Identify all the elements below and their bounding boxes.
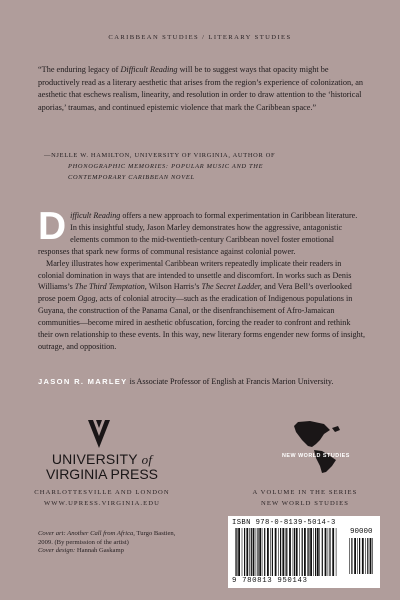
barcode-bar <box>308 528 309 576</box>
barcode-bar <box>293 528 294 576</box>
price-code: 90000 <box>350 528 373 536</box>
barcode-bar <box>285 528 286 576</box>
barcode-bar <box>249 528 250 576</box>
barcode-bar <box>370 538 372 574</box>
barcode-digits: 9 780813 950143 <box>232 577 308 585</box>
barcode-bar <box>275 528 277 576</box>
barcode-bar <box>336 528 337 576</box>
barcode-bar <box>286 528 287 576</box>
barcode-bar <box>328 528 329 576</box>
barcode-bar <box>236 528 237 576</box>
publisher-university: UNIVERSITY <box>51 451 138 467</box>
cover-design-credit: Hannah Gaskamp <box>75 547 124 555</box>
author-name: JASON R. MARLEY <box>38 377 128 386</box>
addon-barcode <box>348 538 374 574</box>
uva-v-icon <box>82 417 116 451</box>
barcode-bar <box>272 528 273 576</box>
barcode-bar <box>256 528 257 576</box>
quote-open: “The enduring legacy of <box>38 65 121 74</box>
author-bio <box>38 376 370 387</box>
cover-credits <box>38 530 188 556</box>
cover-art-label: Cover art: <box>38 530 66 537</box>
barcode-bar <box>365 538 366 574</box>
barcode-bar <box>351 538 352 574</box>
barcode-bar <box>372 538 373 574</box>
barcode-bar <box>319 528 320 576</box>
work-title-1: The Third Temptation, <box>74 282 147 292</box>
barcode-bar <box>357 538 358 574</box>
barcode-bar <box>315 528 316 576</box>
americas-map-icon <box>280 420 356 474</box>
work-title-2: The Secret Ladder, <box>201 282 263 292</box>
series-line-1: A VOLUME IN THE SERIES <box>252 489 358 496</box>
barcode-bar <box>359 538 360 574</box>
ean-barcode <box>234 528 338 576</box>
cover-art-credit: Turgo Bastien, 2009. (By permission of the artist) <box>38 530 176 546</box>
barcode-bar <box>317 528 319 576</box>
barcode-bar <box>267 528 269 576</box>
description-paragraph-2 <box>38 258 366 353</box>
barcode-bar <box>246 528 248 576</box>
description-text-1: offers a new approach to formal experimentation in Caribbean literature. In this insightful study, Jason Marley demonstrates how the aggressive, antagonistic elements common to the mid-twentieth-century Caribbean novel foster emotional responses that spark new forms of communal resistance against colonial power. <box>38 211 358 256</box>
description-text-2a: Marley illustrates how experimental Caribbean writers repeatedly implicate their readers in colonial domination in ways that are intended to unsettle and discomfort. In works such as Denis Williams’s <box>38 258 352 292</box>
barcode-bar <box>289 528 291 576</box>
barcode-bar <box>329 528 330 576</box>
barcode-bar <box>257 528 258 576</box>
barcode-bar <box>313 528 314 576</box>
description-text-2c: and Vera Bell’s overlooked prose poem <box>38 282 352 304</box>
barcode-bar <box>307 528 308 576</box>
drop-cap: D <box>38 205 67 248</box>
attribution-line-3: CONTEMPORARY CARIBBEAN NOVEL <box>68 174 195 182</box>
endorsement-quote <box>38 64 366 114</box>
publisher-name-line-2: VIRGINIA PRESS <box>45 466 159 482</box>
description-text-2b: Wilson Harris’s <box>146 282 202 292</box>
barcode-bar <box>235 528 236 576</box>
description-text-2d: acts of colonial atrocity—such as the eradication of Indigenous populations in Guyana, the construction of the Panama Canal, or the disenfranchisement of Afro-Jamaican communities—become mired in aesthetic obfuscation, forcing the reader to confront and rethink their own relationship to these events. In this way, new literary forms engender new forms of insight, outrage, and opposition. <box>38 294 365 351</box>
publisher-of: of <box>141 452 153 467</box>
barcode-bar <box>322 528 323 576</box>
barcode-bar <box>262 528 263 576</box>
cover-design-label: Cover design: <box>38 547 76 555</box>
quote-body: will be to suggest ways that opacity might be productively read as a literary aesthetic that arises from the region’s experience of colonization, an aesthetic that eschews realism, linearity, and resolution in order to draw attention to the ‘historical aporias,’ traumas, and continued epistemic violence that mark the Caribbean space.” <box>38 65 364 112</box>
barcode-bar <box>238 528 240 576</box>
barcode-bar <box>362 538 364 574</box>
barcode-bar <box>349 538 350 574</box>
barcode-bar <box>282 528 284 576</box>
endorsement-attribution <box>44 150 372 184</box>
barcode-bar <box>296 528 298 576</box>
cover-art-title: Another Call from Africa, <box>65 530 135 537</box>
publisher-location: CHARLOTTESVILLE AND LONDON <box>34 489 170 496</box>
series-line-2: NEW WORLD STUDIES <box>260 500 350 507</box>
barcode-bar <box>294 528 295 576</box>
description-paragraph-1 <box>38 205 366 258</box>
series-logo-label: NEW WORLD STUDIES <box>282 453 350 459</box>
barcode-bar <box>325 528 327 576</box>
quote-book-title: Difficult Reading <box>120 65 178 74</box>
author-description: is Associate Professor of English at Francis Marion University. <box>127 377 334 386</box>
barcode-panel <box>228 516 380 588</box>
barcode-bar <box>253 528 255 576</box>
publisher-url[interactable]: WWW.UPRESS.VIRGINIA.EDU <box>43 500 161 507</box>
attribution-line-1: —NJELLE W. HAMILTON, UNIVERSITY OF VIRGINIA, AUTHOR OF <box>44 152 276 159</box>
barcode-bar <box>304 528 306 576</box>
barcode-bar <box>302 528 303 576</box>
isbn-text: ISBN 978-0-8139-5014-3 <box>232 519 336 527</box>
barcode-bar <box>244 528 245 576</box>
barcode-bar <box>251 528 252 576</box>
barcode-bar <box>332 528 334 576</box>
barcode-bar <box>270 528 271 576</box>
book-description <box>38 205 366 353</box>
barcode-bar <box>278 528 279 576</box>
barcode-bar <box>367 538 368 574</box>
publisher-name-line-1 <box>40 452 164 467</box>
attribution-line-2: PHONOGRAPHIC MEMORIES: POPULAR MUSIC AND THE <box>68 163 264 171</box>
barcode-bar <box>354 538 356 574</box>
subject-kicker: CARIBBEAN STUDIES / LITERARY STUDIES <box>108 34 292 41</box>
work-title-3: Ogog, <box>77 294 98 304</box>
barcode-bar <box>280 528 281 576</box>
barcode-bar <box>264 528 265 576</box>
barcode-bar <box>242 528 243 576</box>
barcode-bar <box>259 528 261 576</box>
description-title: ifficult Reading <box>70 211 121 220</box>
barcode-bar <box>310 528 312 576</box>
barcode-bar <box>299 528 300 576</box>
